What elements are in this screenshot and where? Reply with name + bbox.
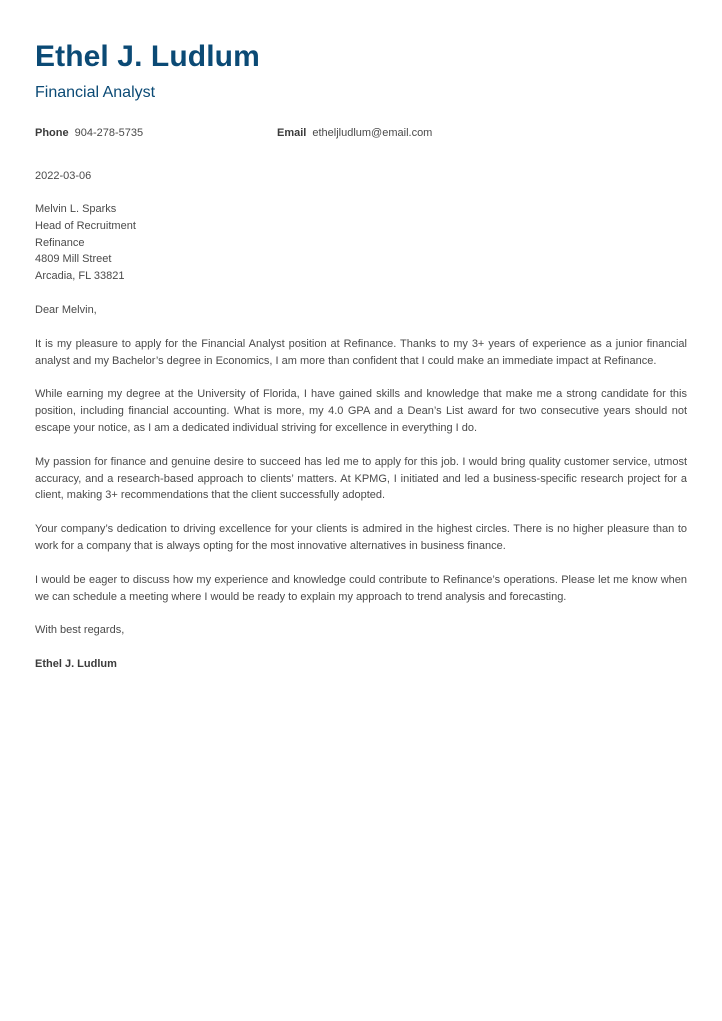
email-label: Email (277, 127, 307, 139)
contact-email (277, 125, 432, 141)
signature-name: Ethel J. Ludlum (35, 658, 117, 671)
applicant-name: Ethel J. Ludlum (35, 40, 260, 73)
body-paragraph-4: Your company’s dedication to driving excellence for your clients is admired in the highest circles. There is no higher pleasure than to work for a company that is always opting for the most innovative alternatives in business finance. (35, 523, 687, 552)
contact-phone (35, 125, 143, 141)
email-value: etheljludlum@email.com (312, 127, 433, 139)
body-paragraph-3: My passion for finance and genuine desire to succeed has led me to apply for this job. I would bring quality customer service, utmost accuracy, and a research-based approach to clients’ matters. At KPMG, I initiated and led a business-specific research project for a client, making 3+ recommendations that the client successfully adopted. (35, 455, 687, 502)
recipient-name: Melvin L. Sparks (35, 203, 117, 215)
recipient-position: Head of Recruitment (35, 219, 136, 232)
phone-value: 904-278-5735 (74, 127, 144, 139)
contact-row (35, 125, 687, 141)
closing-line: With best regards, (35, 624, 125, 637)
recipient-city: Arcadia, FL 33821 (35, 270, 125, 283)
salutation: Dear Melvin, (35, 303, 97, 316)
recipient-block (35, 201, 687, 285)
recipient-company: Refinance (35, 236, 85, 249)
applicant-job-title: Financial Analyst (35, 84, 156, 101)
body-paragraph-2: While earning my degree at the University of Florida, I have gained skills and knowledge that make me a strong candidate for this position, including financial accounting. What is more, my 4.0 GPA and a Dean’s List award for two consecutive years should not escape your notice, as I am a dedicated individual striving for excellence in everything I do. (35, 388, 687, 434)
body-paragraph-1: It is my pleasure to apply for the Financial Analyst position at Refinance. Thanks to my 3+ years of experience as a junior financial analyst and my Bachelor’s degree in Economics, I am more than confident that I could make an immediate impact at Refinance. (35, 337, 687, 367)
recipient-street: 4809 Mill Street (35, 253, 112, 266)
body-paragraph-5: I would be eager to discuss how my experience and knowledge could contribute to Refinance’s operations. Please let me know when we can schedule a meeting where I would be ready to explain my approach to trend analysis and forecasting. (35, 573, 687, 603)
letter-date: 2022-03-06 (35, 170, 92, 182)
phone-label: Phone (35, 127, 69, 139)
